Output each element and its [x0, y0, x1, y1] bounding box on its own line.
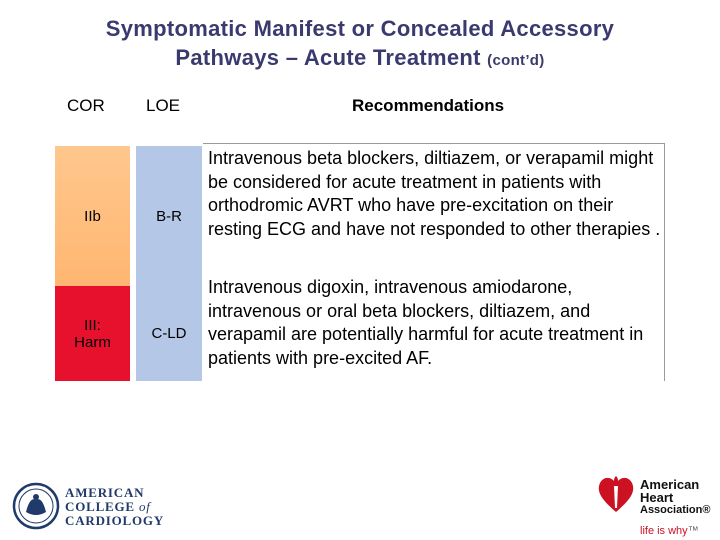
header-cor: COR [67, 96, 105, 115]
acc-seal-icon [12, 482, 60, 530]
aha-heart-torch-icon [596, 472, 636, 514]
title-line-1: Symptomatic Manifest or Concealed Accessory [105, 16, 615, 41]
loe-cell-cld: C-LD [136, 286, 202, 381]
header-loe: LOE [146, 96, 181, 115]
recommendation-text-2: Intravenous digoxin, intravenous amiodarone, intravenous or oral beta blockers, diltiazem, and verapamil are potentially harmful for acute treatment in patients with pre-excited AF. [208, 277, 644, 368]
loe-cell-br: B-R [136, 146, 202, 286]
cor-cell-iib: IIb [55, 146, 130, 286]
acc-logo-text: AMERICAN COLLEGE of CARDIOLOGY [65, 485, 165, 528]
cor-cell-harm: III: Harm [55, 286, 130, 381]
slide-title [0, 14, 720, 75]
title-line-2: Pathways – Acute Treatment (cont’d) [175, 45, 545, 70]
aha-tagline: life is why™ [640, 525, 699, 537]
recommendation-text-1: Intravenous beta blockers, diltiazem, or verapamil might be considered for acute treatment in patients with orthodromic AVRT who have pre-excitation on their resting ECG and have not responded to other therapies . [208, 148, 661, 239]
header-recommendations: Recommendations [352, 96, 505, 115]
title-suffix: (cont’d) [487, 52, 545, 69]
aha-logo-text: American Heart Association® [640, 477, 711, 516]
